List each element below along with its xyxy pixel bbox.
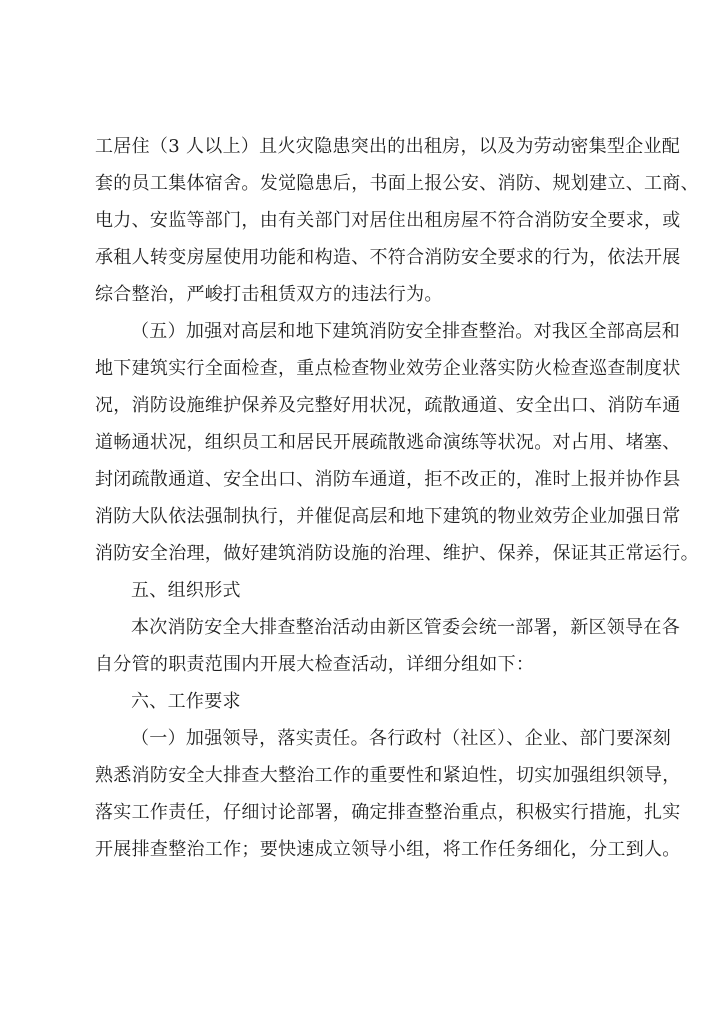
text-line: （五）加强对高层和地下建筑消防安全排查整治。对我区全部高层和 — [131, 321, 680, 342]
text-line: 封闭疏散通道、安全出口、消防车通道，拒不改正的，准时上报并协作县 — [95, 469, 681, 490]
body-text — [95, 128, 699, 868]
text-line: 熟悉消防安全大排查大整治工作的重要性和紧迫性，切实加强组织领导， — [95, 765, 681, 786]
text-line: 承租人转变房屋使用功能和构造、不符合消防安全要求的行为，依法开展 — [95, 247, 681, 268]
text-line: 本次消防安全大排查整治活动由新区管委会统一部署，新区领导在各 — [131, 617, 680, 638]
text-line: （一）加强领导，落实责任。各行政村（社区）、企业、部门要深刻 — [131, 728, 671, 749]
text-line: 综合整治，严峻打击租赁双方的违法行为。 — [95, 284, 443, 305]
text-line: 五、组织形式 — [131, 580, 241, 601]
text-line: 自分管的职责范围内开展大检查活动，详细分组如下： — [95, 654, 535, 675]
text-line: 落实工作责任，仔细讨论部署，确定排查整治重点，积极实行措施，扎实 — [95, 802, 681, 823]
text-line: 消防大队依法强制执行，并催促高层和地下建筑的物业效劳企业加强日常 — [95, 506, 681, 527]
text-line: 工居住（3 人以上）且火灾隐患突出的出租房，以及为劳动密集型企业配 — [95, 136, 681, 157]
text-line: 道畅通状况，组织员工和居民开展疏散逃命演练等状况。对占用、堵塞、 — [95, 432, 681, 453]
text-line: 开展排查整治工作；要快速成立领导小组，将工作任务细化，分工到人。 — [95, 839, 681, 860]
text-line: 地下建筑实行全面检查，重点检查物业效劳企业落实防火检查巡查制度状 — [95, 358, 681, 379]
text-line: 套的员工集体宿舍。发觉隐患后，书面上报公安、消防、规划建立、工商、 — [95, 173, 699, 194]
text-line: 况，消防设施维护保养及完整好用状况，疏散通道、安全出口、消防车通 — [95, 395, 681, 416]
text-line: 电力、安监等部门，由有关部门对居住出租房屋不符合消防安全要求，或 — [95, 210, 681, 231]
text-line: 六、工作要求 — [131, 691, 241, 712]
text-line: 消防安全治理，做好建筑消防设施的治理、维护、保养，保证其正常运行。 — [95, 543, 699, 564]
